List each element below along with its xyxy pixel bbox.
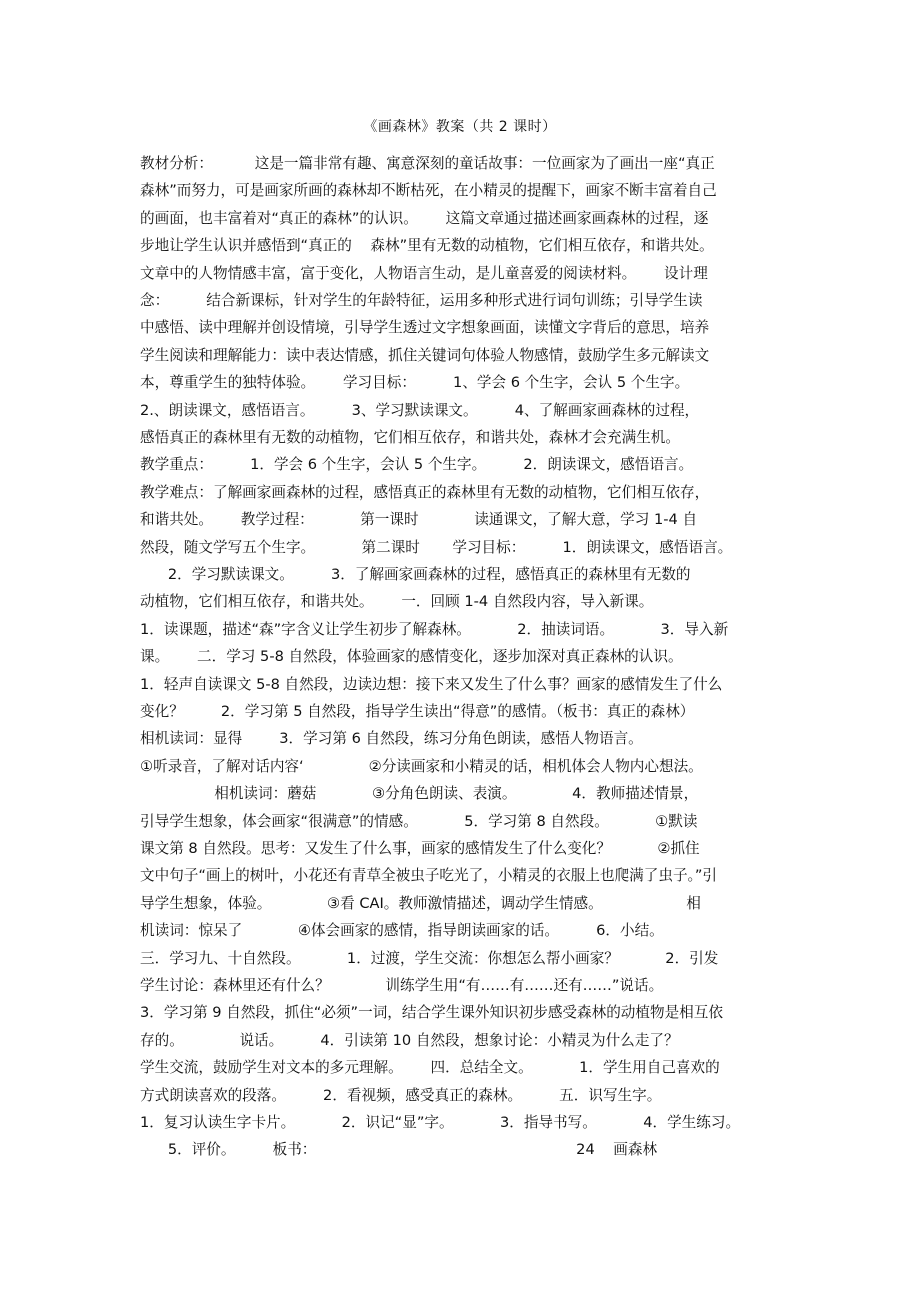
text-line: 课。 二．学习 5-8 自然段，体验画家的感情变化，逐步加深对真正森林的认识。 bbox=[140, 648, 683, 666]
text-line: 三．学习九、十自然段。 1．过渡，学生交流：你想怎么帮小画家？ 2．引发 bbox=[140, 949, 719, 967]
text-line: 教学重点： 1．学会 6 个生字，会认 5 个生字。 2．朗读课文，感悟语言。 bbox=[140, 456, 694, 474]
text-line: 的画面，也丰富着对“真正的森林”的认识。 这篇文章通过描述画家画森林的过程，逐 bbox=[140, 209, 709, 227]
text-line: 2.、朗读课文，感悟语言。 3、学习默读课文。 4、了解画家画森林的过程， bbox=[140, 401, 700, 419]
text-line: 3．学习第 9 自然段，抓住“必须”一词，结合学生课外知识初步感受森林的动植物是相互依 bbox=[140, 1004, 723, 1022]
text-line: 2．学习默读课文。 3．了解画家画森林的过程，感悟真正的森林里有无数的 bbox=[140, 566, 691, 583]
text-line: 存的。 说话。 4．引读第 10 自然段，想象讨论：小精灵为什么走了？ bbox=[140, 1031, 679, 1049]
text-line: 1．读课题，描述“森”字含义让学生初步了解森林。 2．抽读词语。 3．导入新 bbox=[140, 620, 729, 638]
text-line: 文中句子“画上的树叶，小花还有青草全被虫子吃光了，小精灵的衣服上也爬满了虫子。”引 bbox=[140, 867, 717, 885]
text-line: 相机读词：显得 3．学习第 6 自然段，练习分角色朗读，感悟人物语言。 bbox=[140, 730, 643, 748]
text-line: 中感悟、读中理解并创设情境，引导学生透过文字想象画面，读懂文字背后的意思，培养 bbox=[140, 319, 710, 337]
text-line: 念： 结合新课标，针对学生的年龄特征，运用多种形式进行词句训练；引导学生读 bbox=[140, 292, 703, 309]
text-line: 变化？ 2．学习第 5 自然段，指导学生读出“得意”的感情。（板书：真正的森林） bbox=[140, 703, 695, 720]
text-line: 1．轻声自读课文 5-8 自然段，边读边想：接下来又发生了什么事？画家的感情发生了什么 bbox=[140, 675, 723, 693]
text-line: 森林”而努力，可是画家所画的森林却不断枯死，在小精灵的提醒下，画家不断丰富着自己 bbox=[140, 182, 717, 200]
text-line: 相机读词：蘑菇 ③分角色朗读、表演。 4．教师描述情景， bbox=[140, 785, 699, 803]
text-line: 机读词：惊呆了 ④体会画家的感情，指导朗读画家的话。 6．小结。 bbox=[140, 922, 664, 940]
text-line: 学生交流，鼓励学生对文本的多元理解。 四．总结全文。 1．学生用自己喜欢的 bbox=[140, 1059, 720, 1077]
text-line: 引导学生想象，体会画家“很满意”的情感。 5．学习第 8 自然段。 ①默读 bbox=[140, 812, 698, 830]
text-line: 5．评价。 板书： 24 画森林 bbox=[140, 1141, 658, 1159]
text-line: 教学难点：了解画家画森林的过程，感悟真正的森林里有无数的动植物，它们相互依存， bbox=[140, 483, 710, 501]
text-line: 步地让学生认识并感悟到“真正的 森林”里有无数的动植物，它们相互依存，和谐共处。 bbox=[140, 237, 714, 255]
text-line: 教材分析： 这是一篇非常有趣、寓意深刻的童话故事：一位画家为了画出一座“真正 bbox=[140, 155, 715, 172]
text-line: 1．复习认读生字卡片。 2．识记“显”字。 3．指导书写。 4．学生练习。 bbox=[140, 1114, 741, 1131]
text-line: 课文第 8 自然段。思考：又发生了什么事，画家的感情发生了什么变化？ ②抓住 bbox=[140, 840, 700, 857]
text-line: 学生讨论：森林里还有什么？ 训练学生用“有……有……还有……”说话。 bbox=[140, 977, 664, 994]
text-line: 本，尊重学生的独特体验。 学习目标： 1、学会 6 个生字，会认 5 个生字。 bbox=[140, 374, 690, 392]
text-line: 导学生想象，体验。 ③看 CAI。教师激情描述，调动学生情感。 相 bbox=[140, 894, 701, 912]
document-title: 《画森林》教案（共 2 课时） bbox=[363, 119, 557, 135]
text-line: 和谐共处。 教学过程： 第一课时 读通课文，了解大意，学习 1-4 自 bbox=[140, 511, 698, 529]
text-line: 文章中的人物情感丰富，富于变化，人物语言生动，是儿童喜爱的阅读材料。 设计理 bbox=[140, 264, 708, 282]
text-line: 动植物，它们相互依存，和谐共处。 一．回顾 1-4 自然段内容，导入新课。 bbox=[140, 593, 654, 611]
text-line: 方式朗读喜欢的段落。 2．看视频，感受真正的森林。 五．识写生字。 bbox=[140, 1086, 662, 1104]
text-line: 学生阅读和理解能力：读中表达情感，抓住关键词句体验人物感情，鼓励学生多元解读文 bbox=[140, 346, 710, 364]
text-line: 然段，随文学写五个生字。 第二课时 学习目标： 1．朗读课文，感悟语言。 bbox=[140, 538, 733, 556]
text-line: 感悟真正的森林里有无数的动植物，它们相互依存，和谐共处，森林才会充满生机。 bbox=[140, 429, 680, 446]
text-line: ①听录音，了解对话内容‘ ②分读画家和小精灵的话，相机体会人物内心想法。 bbox=[140, 757, 703, 775]
